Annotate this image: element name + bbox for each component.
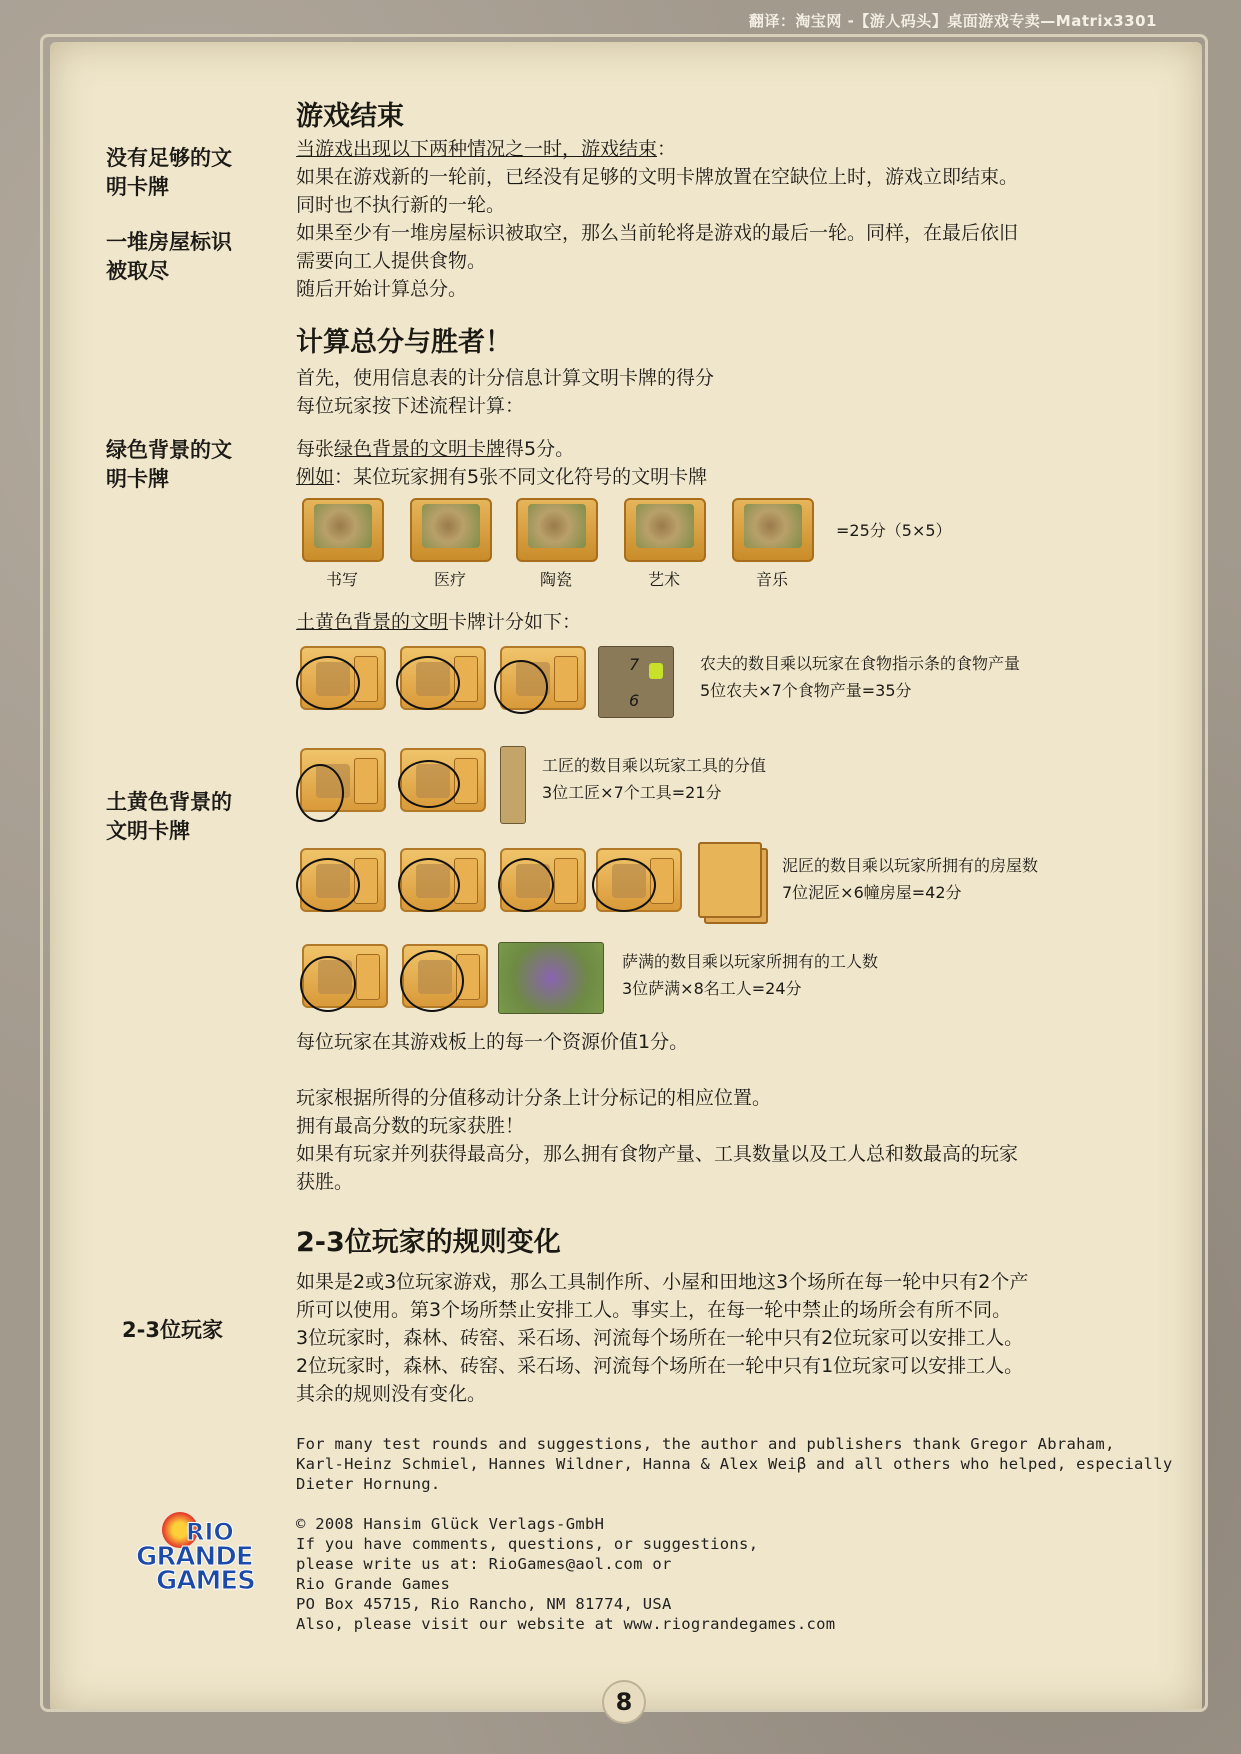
highlight-circle xyxy=(494,660,548,714)
highlight-circle xyxy=(296,656,360,710)
green-card-music xyxy=(732,498,814,562)
page-number: 8 xyxy=(602,1680,646,1724)
side-label-two-three-players: 2-3位玩家 xyxy=(122,1318,223,1342)
farmer-explanation: 农夫的数目乘以玩家在食物指示条的食物产量 5位农夫×7个食物产量=35分 xyxy=(700,654,1021,700)
final-scoring-text: 玩家根据所得的分值移动计分条上计分标记的相应位置。 拥有最高分数的玩家获胜！ 如果有玩家并列获得最高分，那么拥有食物产量、工具数量以及工人总和数最高的玩家 获胜。 xyxy=(296,1087,1019,1193)
side-label-no-cards: 没有足够的文 明卡牌 xyxy=(106,146,232,199)
card-label-art: 艺术 xyxy=(647,570,680,589)
variant-text: 如果是2或3位玩家游戏，那么工具制作所、小屋和田地这3个场所在每一轮中只有2个产 所可以使用。第3个场所禁止安排工人。事实上，在每一轮中禁止的场所会有所不同。 3位玩家时，森林、砖窑、采石场、河流每个场所在一轮中只有2位玩家可以安排工人。 2位玩家时，森林、砖窑、采石场、河流每个场所在一轮中只有1位玩家可以安排工人。 其余的规则没有变化。 xyxy=(296,1271,1029,1405)
green-card-art xyxy=(624,498,706,562)
translator-credit: 翻译：淘宝网 -【游人码头】桌面游戏专卖—Matrix3301 xyxy=(748,12,1157,30)
resource-line: 每位玩家在其游戏板上的每一个资源价值1分。 xyxy=(296,1031,689,1053)
section-title-game-end: 游戏结束 xyxy=(296,101,404,132)
card-label-music: 音乐 xyxy=(755,570,788,589)
card-label-pottery: 陶瓷 xyxy=(539,570,572,589)
green-card-medicine xyxy=(410,498,492,562)
food-track-tile: 7 6 xyxy=(598,646,674,718)
side-label-yellow-cards: 土黄色背景的 文明卡牌 xyxy=(106,790,232,843)
green-result: =25分（5×5） xyxy=(836,521,952,540)
highlight-circle xyxy=(296,764,344,822)
scoring-intro: 首先，使用信息表的计分信息计算文明卡牌的得分 每位玩家按下述流程计算： xyxy=(296,367,715,417)
section-title-variant: 2-3位玩家的规则变化 xyxy=(296,1227,561,1258)
card-label-medicine: 医疗 xyxy=(433,570,466,589)
game-end-text: 当游戏出现以下两种情况之一时，游戏结束： 如果在游戏新的一轮前，已经没有足够的文明卡牌放置在空缺位上时，游戏立即结束。 同时也不执行新的一轮。 如果至少有一堆房屋标识被取空，那么当前轮将是游戏的最后一轮。同样，在最后依旧 需要向工人提供食物。 随后开始计算总分。 xyxy=(296,138,1019,300)
section-title-scoring: 计算总分与胜者！ xyxy=(296,327,512,358)
yellow-intro: 土黄色背景的文明卡牌计分如下： xyxy=(296,611,582,633)
highlight-circle xyxy=(296,858,360,912)
toolmaker-explanation: 工匠的数目乘以玩家工具的分值 3位工匠×7个工具=21分 xyxy=(542,756,767,802)
side-label-house-empty: 一堆房屋标识 被取尽 xyxy=(106,230,232,283)
side-label-green-cards: 绿色背景的文 明卡牌 xyxy=(106,438,232,491)
highlight-circle xyxy=(300,956,356,1012)
highlight-circle xyxy=(398,858,460,912)
highlight-circle xyxy=(396,656,460,710)
rio-grande-games-logo: RIO GRANDE GAMES xyxy=(134,1510,264,1594)
tool-tiles xyxy=(500,746,526,824)
highlight-circle xyxy=(400,950,464,1012)
card-label-writing: 书写 xyxy=(325,570,358,589)
copyright-text: © 2008 Hansim Glück Verlags-GmbH If you have comments, questions, or suggestions, please write us at: RioGames@aol.com or Rio Grande Games PO Box 45715, Rio Rancho, NM 81774, USA Also, please visit our website at www.riograndegames.com xyxy=(296,1515,836,1633)
thanks-text: For many test rounds and suggestions, the author and publishers thank Gregor Abraham, Karl-Heinz Schmiel, Hannes Wildner, Hanna & Alex Weiβ and all others who helped, especially Dieter Hornung. xyxy=(296,1435,1173,1493)
hutbuilder-explanation: 泥匠的数目乘以玩家所拥有的房屋数 7位泥匠×6幢房屋=42分 xyxy=(782,856,1039,902)
workers-image xyxy=(498,942,604,1014)
green-card-text: 每张绿色背景的文明卡牌得5分。 例如：某位玩家拥有5张不同文化符号的文明卡牌 xyxy=(296,438,708,488)
shaman-explanation: 萨满的数目乘以玩家所拥有的工人数 3位萨满×8名工人=24分 xyxy=(622,952,879,998)
green-card-writing xyxy=(302,498,384,562)
highlight-circle xyxy=(398,760,460,808)
hut-stack xyxy=(698,842,762,918)
highlight-circle xyxy=(498,858,554,912)
green-card-pottery xyxy=(516,498,598,562)
highlight-circle xyxy=(592,858,656,912)
